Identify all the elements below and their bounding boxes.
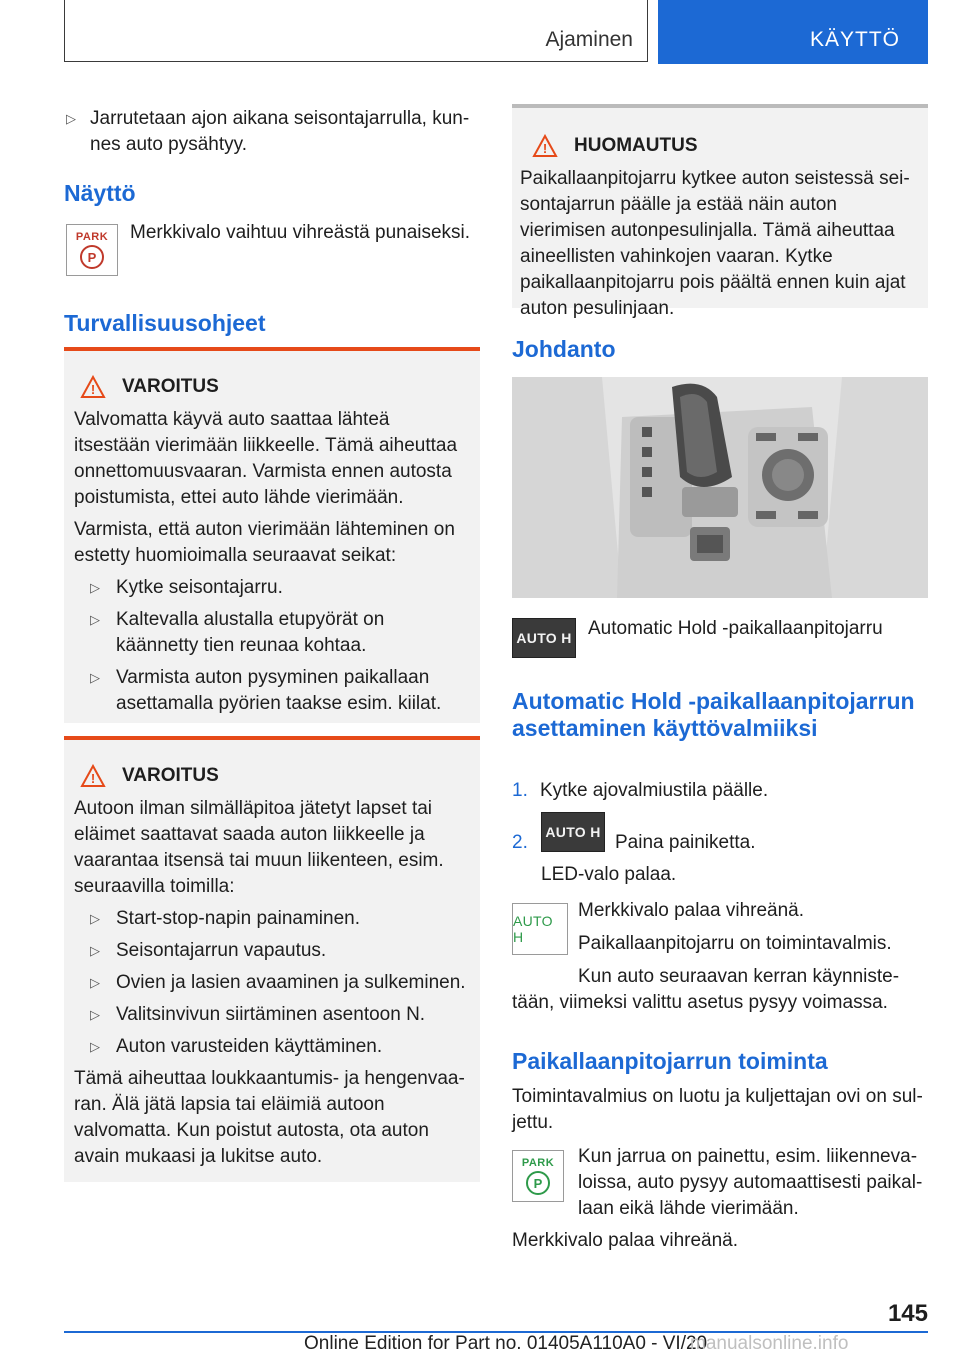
list-item-text: Varmista auton pysyminen paikallaan asettamalla pyörien taakse esim. kiilat. [116, 667, 442, 714]
bullet-triangle-icon: ▷ [90, 943, 100, 958]
list-item [74, 665, 470, 717]
warning-box-1 [64, 347, 480, 723]
warning1-title: VAROITUS [122, 376, 219, 397]
autohold-caption: Automatic Hold -paikallaanpitojarru [588, 618, 883, 639]
function-heading: Paikallaanpitojarrun toiminta [512, 1048, 828, 1074]
bullet-triangle-icon: ▷ [90, 670, 100, 685]
autoh-green-indicator-icon: AUTO H [512, 903, 568, 955]
step-number: 2. [512, 832, 528, 853]
warning-triangle-icon [80, 375, 106, 399]
header-chapter: KÄYTTÖ [809, 28, 900, 51]
step-text: Kytke ajovalmiustila päälle. [540, 780, 769, 801]
indicator-text2: Paikallaanpitojarru on toimintavalmis. [578, 933, 892, 954]
list-item-text: Kytke seisontajarru. [116, 577, 283, 598]
list-item [74, 1002, 470, 1028]
list-item-text: Seisontajarrun vapautus. [116, 940, 327, 961]
notice-text: Paikallaanpitojarru kytkee auton seistessä seisontajarrun päälle ja estää näin auton vierimisen autonpesulinjalla. Tämä aiheuttaa aineellisten vahinkojen vaaran. Kytke paikallaanpitojarru pois päältä ennen kuin ajat auton pesulinjaan. [520, 168, 910, 319]
warning2-title: VAROITUS [122, 765, 219, 786]
bullet-triangle-icon: ▷ [90, 911, 100, 926]
page-number: 145 [887, 1300, 928, 1327]
warning-triangle-icon [80, 764, 106, 788]
warning-box-2 [64, 736, 480, 1182]
intro-heading: Johdanto [512, 336, 616, 362]
list-item [74, 607, 470, 659]
brake-text: Kun jarrua on painettu, esim. liikennevaloissa, auto pysyy automaattisesti paikallaan eikä lähde vierimään. [578, 1146, 923, 1219]
notice-box [512, 104, 928, 319]
park-green-indicator-icon [512, 1150, 564, 1202]
indicator-text1: Merkkivalo palaa vihreänä. [578, 900, 805, 921]
bullet-triangle-icon: ▷ [90, 580, 100, 595]
autoh-button-icon: AUTO H [541, 812, 605, 852]
list-item-text: Kaltevalla alustalla etupyörät on käännetty tien reunaa kohtaa. [116, 609, 385, 656]
autoh-button-icon: AUTO H [512, 618, 576, 658]
warning-symbol: ! [90, 382, 96, 397]
step-text: Paina painiketta. [615, 832, 756, 853]
notice-triangle-icon [532, 134, 558, 158]
warning1-para1: Valvomatta käyvä auto saattaa lähteä itsestään vierimään liikkeelle. Tämä aiheuttaa onnettomuusvaaran. Varmista ennen autosta poistumista, ettei auto lähde vierimään. [74, 409, 458, 508]
list-item [74, 906, 470, 932]
park-label: PARK [75, 231, 109, 243]
park-red-indicator-icon [66, 224, 118, 276]
list-item [74, 1034, 470, 1060]
warning2-para2: Tämä aiheuttaa loukkaantumis- ja hengenvaaran. Älä jätä lapsia tai eläimiä autoon valvomatta. Kun poistut autosta, ota auton avain mukaasi ja lukitse auto. [74, 1068, 465, 1167]
final-text: Merkkivalo palaa vihreänä. [512, 1230, 739, 1251]
list-item-text: Valitsinvivun siirtäminen asentoon N. [116, 1004, 426, 1025]
step-number: 1. [512, 780, 528, 801]
bullet-triangle-icon: ▷ [90, 975, 100, 990]
header-chapter-tab[interactable] [658, 0, 928, 64]
setup-heading: Automatic Hold -paikallaanpitojarrun asettaminen käyttövalmiiksi [512, 688, 915, 741]
list-item-text: Ovien ja lasien avaaminen ja sulkeminen. [116, 972, 466, 993]
step-item [512, 778, 928, 804]
watermark: manualsonline.info [690, 1333, 849, 1354]
indicator-text3: Kun auto seuraavan kerran käynnistetään, viimeksi valittu asetus pysyy voimassa. [512, 966, 900, 1013]
edition-text: Online Edition for Part no. 01405A110A0 - VI/20 [304, 1333, 708, 1354]
park-symbol: P [526, 1171, 550, 1195]
bullet-triangle-icon: ▷ [90, 612, 100, 627]
list-item [74, 575, 470, 601]
led-text: LED-valo palaa. [541, 864, 677, 885]
intro-bullet [64, 106, 480, 158]
warning-symbol: ! [90, 771, 96, 786]
header-section: Ajaminen [545, 28, 633, 51]
display-heading: Näyttö [64, 180, 136, 206]
console-illustration [512, 377, 928, 598]
list-item [74, 970, 470, 996]
notice-title: HUOMAUTUS [574, 135, 698, 156]
list-item [74, 938, 470, 964]
warning1-para2: Varmista, että auton vierimään lähteminen on estetty huomioimalla seuraavat seikat: [74, 519, 455, 566]
safety-heading: Turvallisuusohjeet [64, 310, 266, 336]
park-symbol: P [80, 245, 104, 269]
intro-bullet-text: Jarrutetaan ajon aikana seisontajarrulla, kunnes auto pysähtyy. [90, 108, 470, 155]
park-label: PARK [521, 1157, 555, 1169]
list-item-text: Auton varusteiden käyttäminen. [116, 1036, 383, 1057]
function-text: Toimintavalmius on luotu ja kuljettajan ovi on suljettu. [512, 1086, 923, 1133]
list-item-text: Start-stop-napin painaminen. [116, 908, 360, 929]
display-text: Merkkivalo vaihtuu vihreästä punaiseksi. [130, 222, 471, 243]
header-section-box [64, 0, 648, 62]
warning2-para1: Autoon ilman silmälläpitoa jätetyt lapset tai eläimet saattavat saada auton liikkeelle ja vaarantaa itsensä tai muun liikenteen, esim. seuraavilla toimilla: [74, 798, 444, 897]
bullet-triangle-icon: ▷ [90, 1039, 100, 1054]
bullet-triangle-icon: ▷ [90, 1007, 100, 1022]
bullet-triangle-icon: ▷ [66, 111, 76, 126]
gear-selector-console-photo [512, 377, 928, 598]
warning-symbol: ! [542, 141, 548, 156]
